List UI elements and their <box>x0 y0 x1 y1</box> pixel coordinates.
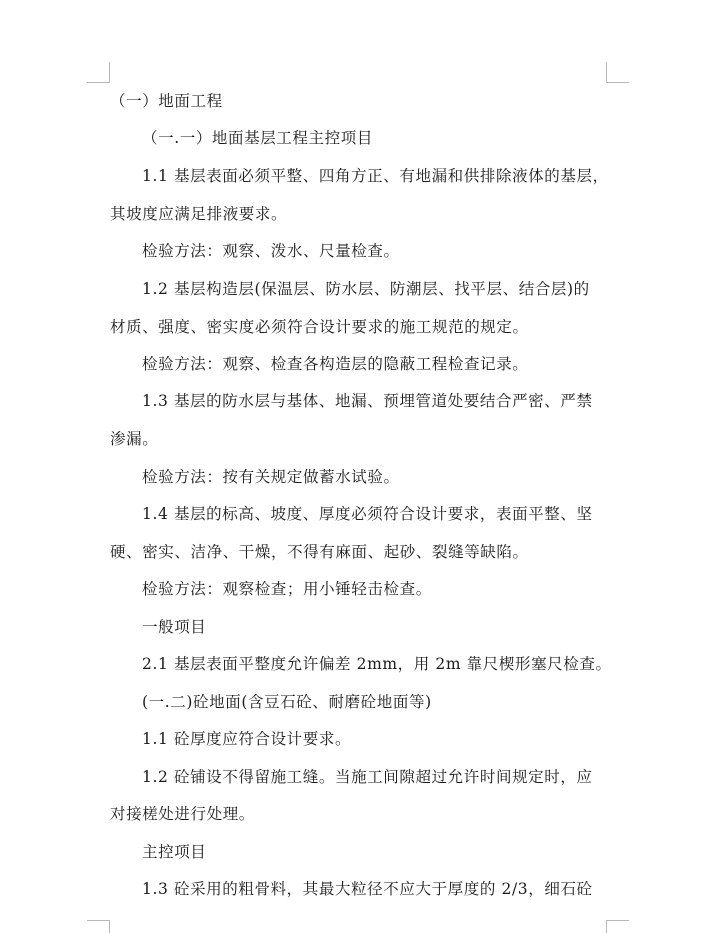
paragraph-line: 1.2 基层构造层(保温层、防水层、防潮层、找平层、结合层)的 <box>142 280 590 298</box>
paragraph-line: 材质、强度、密实度必须符合设计要求的施工规范的规定。 <box>110 318 529 336</box>
subsection-heading: （一.一）地面基层工程主控项目 <box>142 129 373 147</box>
margin-mark-top-left <box>87 62 110 83</box>
inspection-method: 检验方法：观察、泼水、尺量检查。 <box>142 242 400 260</box>
item-heading: 一般项目 <box>142 618 207 636</box>
paragraph-line: 1.3 基层的防水层与基体、地漏、预埋管道处要结合严密、严禁 <box>142 392 593 410</box>
paragraph-line: 1.4 基层的标高、坡度、厚度必须符合设计要求，表面平整、坚 <box>142 505 593 523</box>
paragraph-line: 1.1 基层表面必须平整、四角方正、有地漏和供排除液体的基层， <box>142 167 609 185</box>
paragraph-line: 其坡度应满足排液要求。 <box>110 205 288 223</box>
inspection-method: 检验方法：观察、检查各构造层的隐蔽工程检查记录。 <box>142 355 529 373</box>
paragraph-line: 2.1 基层表面平整度允许偏差 2mm，用 2m 靠尺楔形塞尺检查。 <box>142 655 612 673</box>
inspection-method: 检验方法：观察检查；用小锤轻击检查。 <box>142 580 432 598</box>
margin-mark-top-right <box>606 62 629 83</box>
subsection-heading: (一.二)砼地面(含豆石砼、耐磨砼地面等) <box>142 693 432 711</box>
section-heading: （一）地面工程 <box>110 92 223 110</box>
paragraph-line: 1.2 砼铺设不得留施工缝。当施工间隙超过允许时间规定时，应 <box>142 768 593 786</box>
inspection-method: 检验方法：按有关规定做蓄水试验。 <box>142 468 400 486</box>
paragraph-line: 渗漏。 <box>110 430 159 448</box>
paragraph-line: 1.3 砼采用的粗骨料，其最大粒径不应大于厚度的 2/3，细石砼 <box>142 880 593 898</box>
paragraph-line: 硬、密实、洁净、干燥，不得有麻面、起砂、裂缝等缺陷。 <box>110 543 529 561</box>
margin-mark-bottom-left <box>87 920 110 933</box>
item-heading: 主控项目 <box>142 843 207 861</box>
paragraph-line: 1.1 砼厚度应符合设计要求。 <box>142 730 352 748</box>
paragraph-line: 对接槎处进行处理。 <box>110 805 255 823</box>
margin-mark-bottom-right <box>606 920 629 933</box>
